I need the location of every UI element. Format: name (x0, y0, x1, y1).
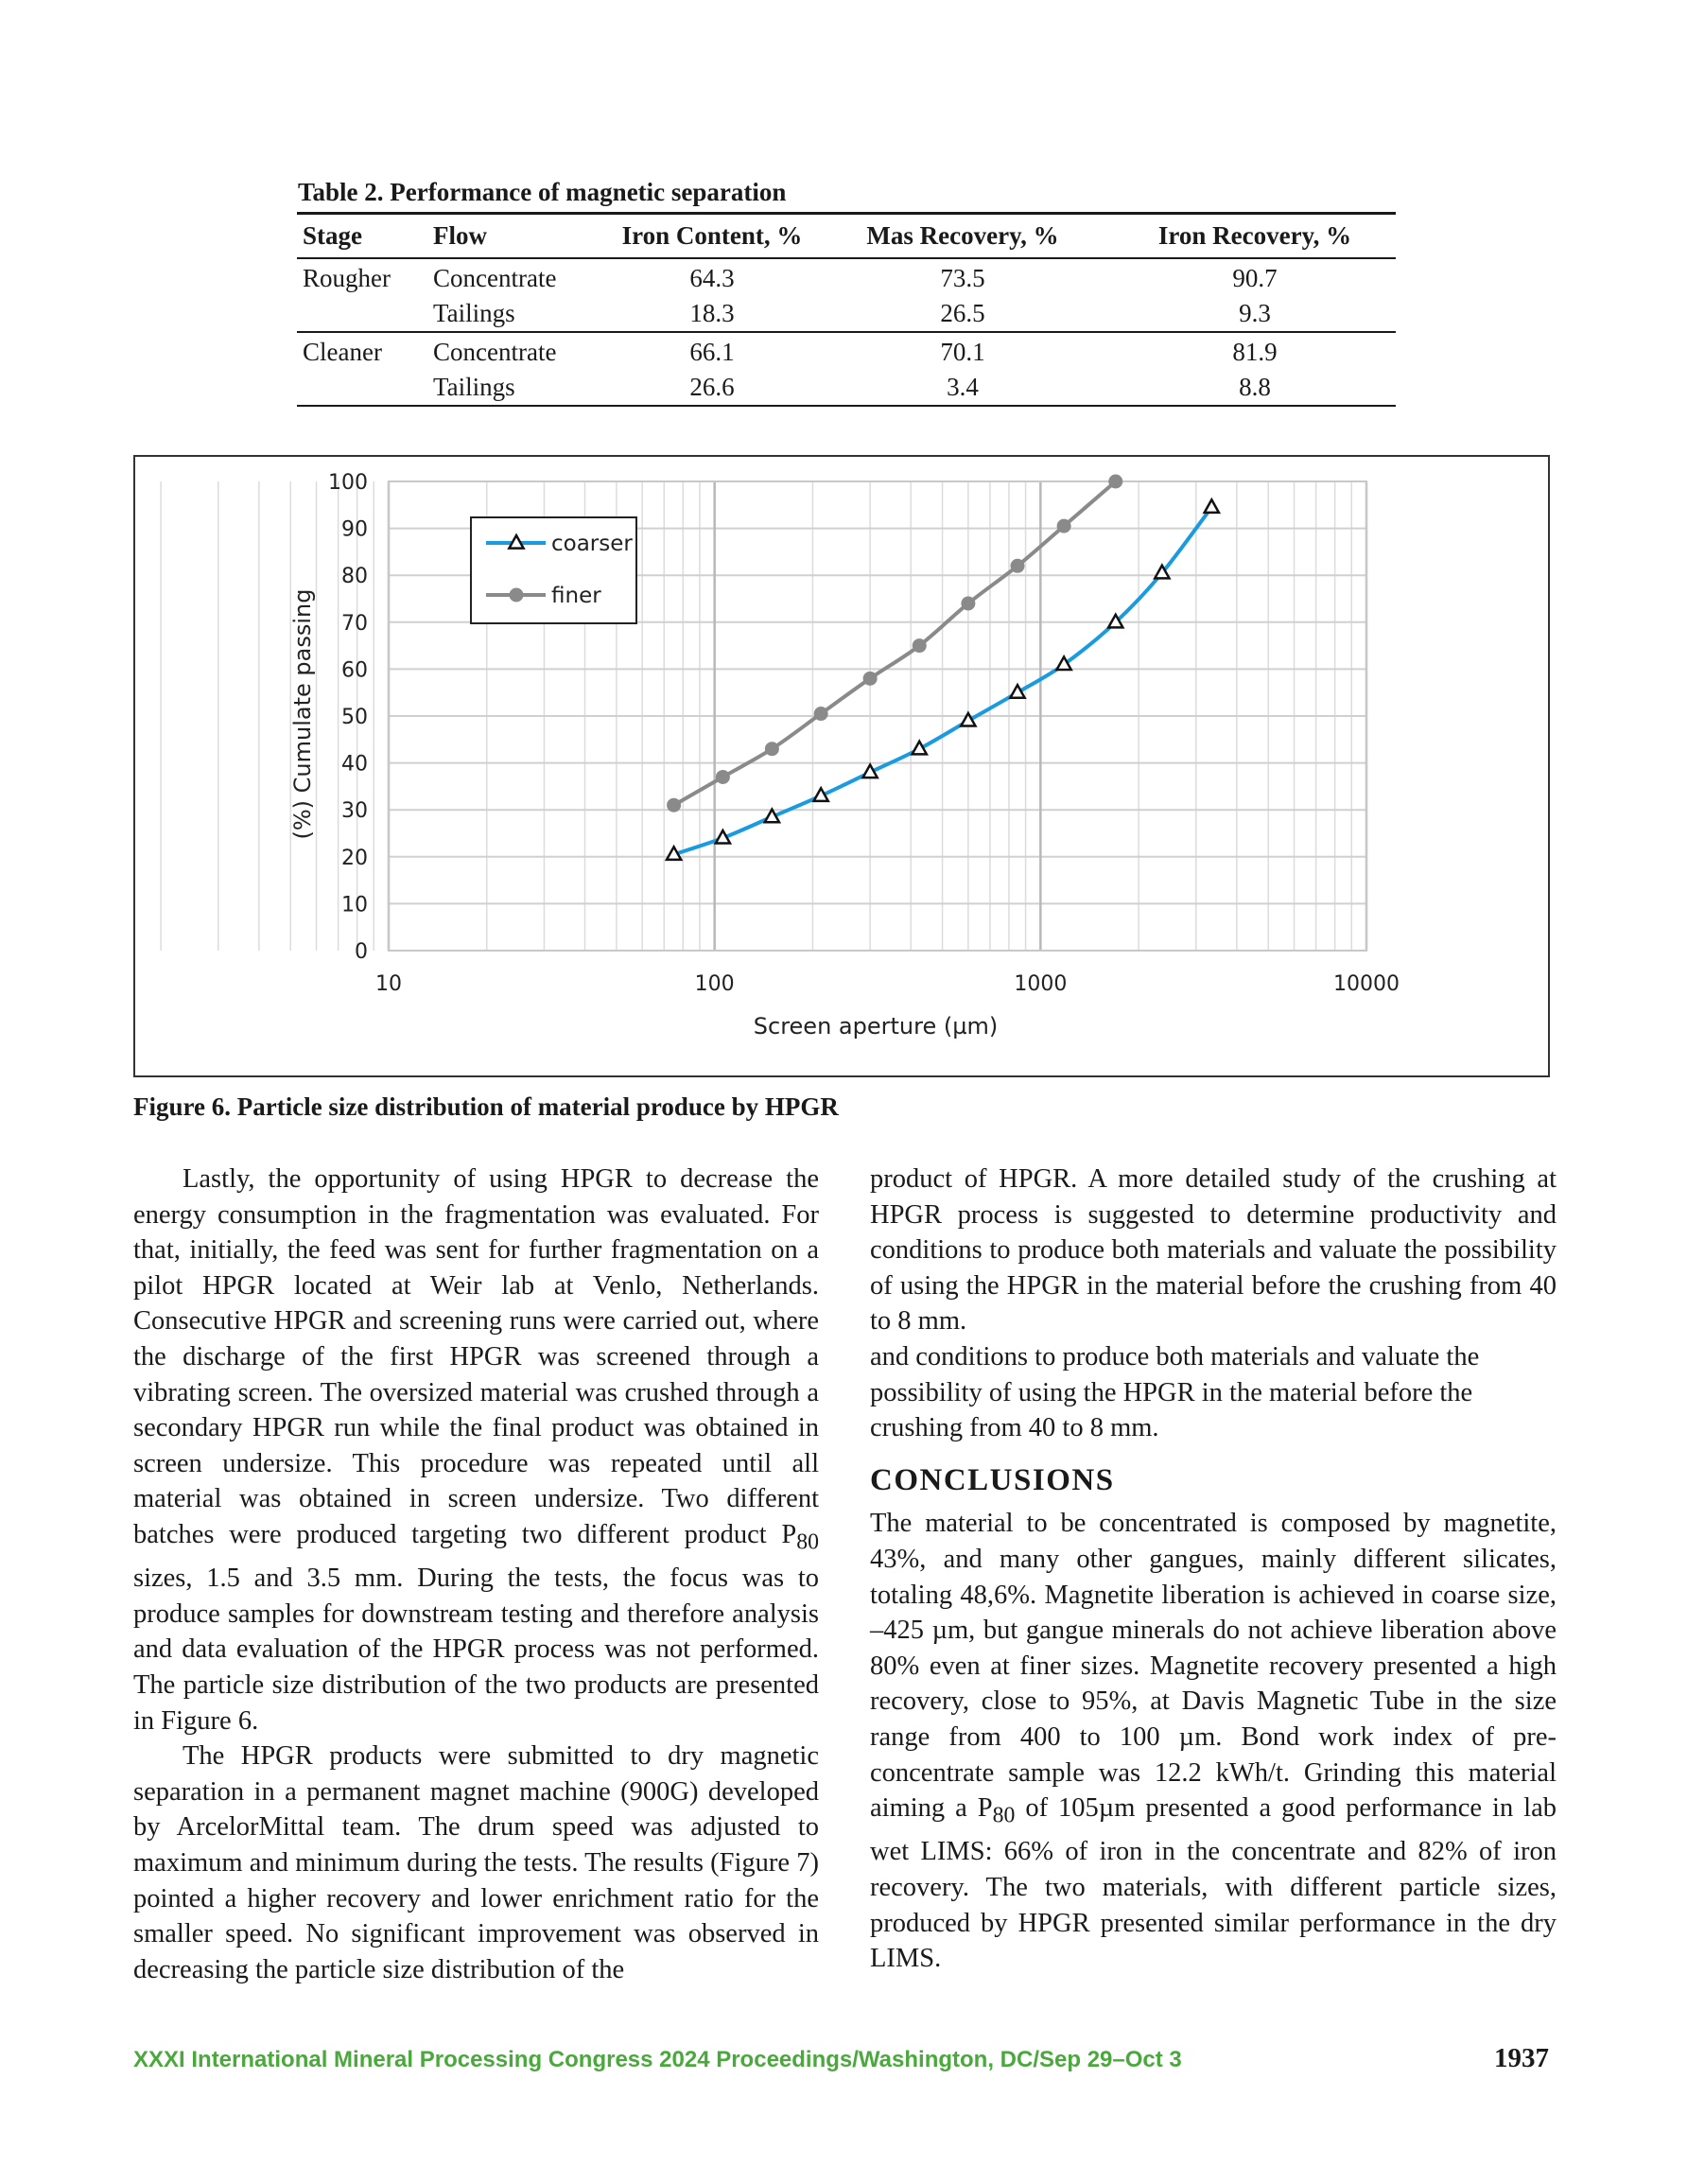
figure-caption: Figure 6. Particle size distribution of material produce by HPGR (133, 1092, 839, 1121)
data-point-finer (961, 596, 975, 610)
subscript-80: 80 (992, 1803, 1016, 1828)
data-point-finer (1057, 519, 1071, 533)
data-point-finer (1011, 559, 1025, 573)
paragraph-text: The material to be concentrated is composed by magnetite, 43%, and many other gangues, mainly different silicates, totaling 48,6%. Magnetite liberation is achieved in coarse size, –425 µm, but gangue minerals do not achieve liberation above 80% even at finer sizes. Magnetite recovery presented a high recovery, close to 95%, at Davis Magnetic Tube in the size range from 400 to 100 µm. Bond work index of pre-concentrate sample was 12.2 kWh/t. Grinding this material aiming a P (870, 1509, 1557, 1824)
header-stage: Stage (297, 214, 433, 259)
cell-iron-content: 26.6 (613, 370, 811, 406)
y-tick-label: 80 (341, 565, 368, 589)
footer-text: XXXI International Mineral Processing Congress 2024 Proceedings/Washington, DC/Sep 29–Oct 3 (133, 2047, 1182, 2072)
y-axis-label: (%) Cumulate passing (289, 588, 316, 840)
data-point-finer (863, 672, 878, 686)
y-tick-label: 40 (341, 752, 368, 777)
y-tick-label: 50 (341, 706, 368, 729)
legend-marker-finer (510, 588, 524, 603)
paragraph-text: of 105µm presented a good performance in lab wet LIMS: 66% of iron in the concentrate and 82% of iron recovery. The two materials, with different particle sizes, produced by HPGR presented similar performance in the dry LIMS. (870, 1793, 1557, 1974)
cell-iron-recovery: 9.3 (1114, 296, 1396, 332)
y-tick-label: 60 (341, 658, 368, 683)
cell-flow: Tailings (433, 296, 613, 332)
paragraph-text: Lastly, the opportunity of using HPGR to decrease the energy consumption in the fragmentation was evaluated. For that, initially, the feed was sent for further fragmentation on a pilot HPGR located at Weir lab at Venlo, Netherlands. Consecutive HPGR and screening runs were carried out, where the discharge of the first HPGR was screened through a vibrating screen. The oversized material was crushed through a secondary HPGR run while the final product was obtained in screen undersize. This procedure was repeated until all material was obtained in screen undersize. Two different batches were produced targeting two different product P (133, 1164, 819, 1549)
data-point-finer (1108, 475, 1122, 489)
paragraph-magnetic-separation: The HPGR products were submitted to dry magnetic separation in a permanent magnet machine (900G) developed by ArcelorMittal team. The drum speed was adjusted to maximum and minimum during the tests. The results (Figure 7) pointed a higher recovery and lower enrichment ratio for the smaller speed. No significant improvement was observed in decreasing the particle size distribution of the (133, 1741, 819, 1984)
cell-mass-recovery: 70.1 (940, 338, 985, 366)
subscript-80: 80 (796, 1529, 819, 1555)
legend-label-coarser: coarser (551, 532, 633, 556)
header-flow: Flow (433, 214, 613, 259)
section-heading-conclusions: CONCLUSIONS (870, 1462, 1115, 1497)
cell-iron-recovery: 90.7 (1232, 264, 1278, 292)
table-row (297, 370, 1396, 406)
table-row (297, 258, 1396, 296)
cell-flow: Concentrate (433, 338, 557, 366)
left-column (133, 1162, 819, 1987)
cell-mass-recovery: 26.5 (811, 296, 1114, 332)
y-tick-label: 0 (355, 940, 368, 964)
cell-iron-content: 18.3 (613, 296, 811, 332)
y-tick-label: 70 (341, 611, 368, 636)
cell-iron-recovery: 81.9 (1232, 338, 1278, 366)
header-mass-recovery: Mas Recovery, % (811, 214, 1114, 259)
data-point-finer (814, 707, 828, 721)
paragraph-hpgr-intro (133, 1162, 819, 1738)
page-number: 1937 (1494, 2043, 1549, 2073)
data-point-finer (716, 770, 730, 784)
y-tick-label: 10 (341, 893, 368, 917)
x-tick-label: 10 (375, 972, 402, 996)
paragraph-continued: product of HPGR. A more detailed study of the crushing at HPGR process is suggested to determine productivity and conditions to produce both materials and valuate the possibility of using the HPGR in the material before the crushing from 40 to 8 mm. (870, 1164, 1557, 1337)
cell-stage (297, 296, 433, 332)
y-tick-label: 30 (341, 799, 368, 824)
right-column (870, 1162, 1557, 1977)
legend-label-finer: finer (551, 584, 601, 608)
x-tick-label: 100 (694, 972, 735, 996)
paragraph-text: sizes, 1.5 and 3.5 mm. During the tests, the focus was to produce samples for downstream testing and therefore analysis and data evaluation of the HPGR process was not performed. The particle size distribution of the two products are presented in Figure 6. (133, 1564, 819, 1736)
table-caption: Table 2. Performance of magnetic separation (298, 178, 787, 206)
cell-stage (297, 370, 433, 406)
data-point-finer (667, 798, 681, 812)
paragraph-conclusions (870, 1506, 1557, 1976)
cell-mass-recovery: 73.5 (940, 264, 985, 292)
data-point-finer (765, 742, 779, 756)
header-iron-recovery: Iron Recovery, % (1114, 214, 1396, 259)
cell-iron-content: 64.3 (689, 264, 735, 292)
paragraph-repeated: and conditions to produce both materials and valuate the possibility of using the HPGR in the material before the crushing from 40 to 8 mm. (870, 1341, 1480, 1443)
cell-iron-recovery: 8.8 (1114, 370, 1396, 406)
table-header-row (297, 214, 1396, 259)
chart-legend (471, 517, 636, 623)
cell-flow: Tailings (433, 370, 613, 406)
x-tick-label: 1000 (1014, 972, 1068, 996)
particle-size-chart (135, 457, 1548, 1075)
cell-mass-recovery: 3.4 (811, 370, 1114, 406)
cell-iron-content: 66.1 (689, 338, 735, 366)
y-tick-label: 100 (328, 471, 368, 495)
x-tick-label: 10000 (1333, 972, 1400, 996)
performance-table (297, 212, 1396, 407)
table-row (297, 332, 1396, 370)
cell-flow: Concentrate (433, 264, 557, 292)
cell-stage: Rougher (303, 264, 391, 292)
header-iron-content: Iron Content, % (613, 214, 811, 259)
y-tick-label: 20 (341, 846, 368, 870)
data-point-finer (913, 638, 927, 653)
cell-stage: Cleaner (303, 338, 382, 366)
x-axis-label: Screen aperture (µm) (753, 1013, 999, 1040)
table-row (297, 296, 1396, 332)
y-tick-label: 90 (341, 517, 368, 542)
